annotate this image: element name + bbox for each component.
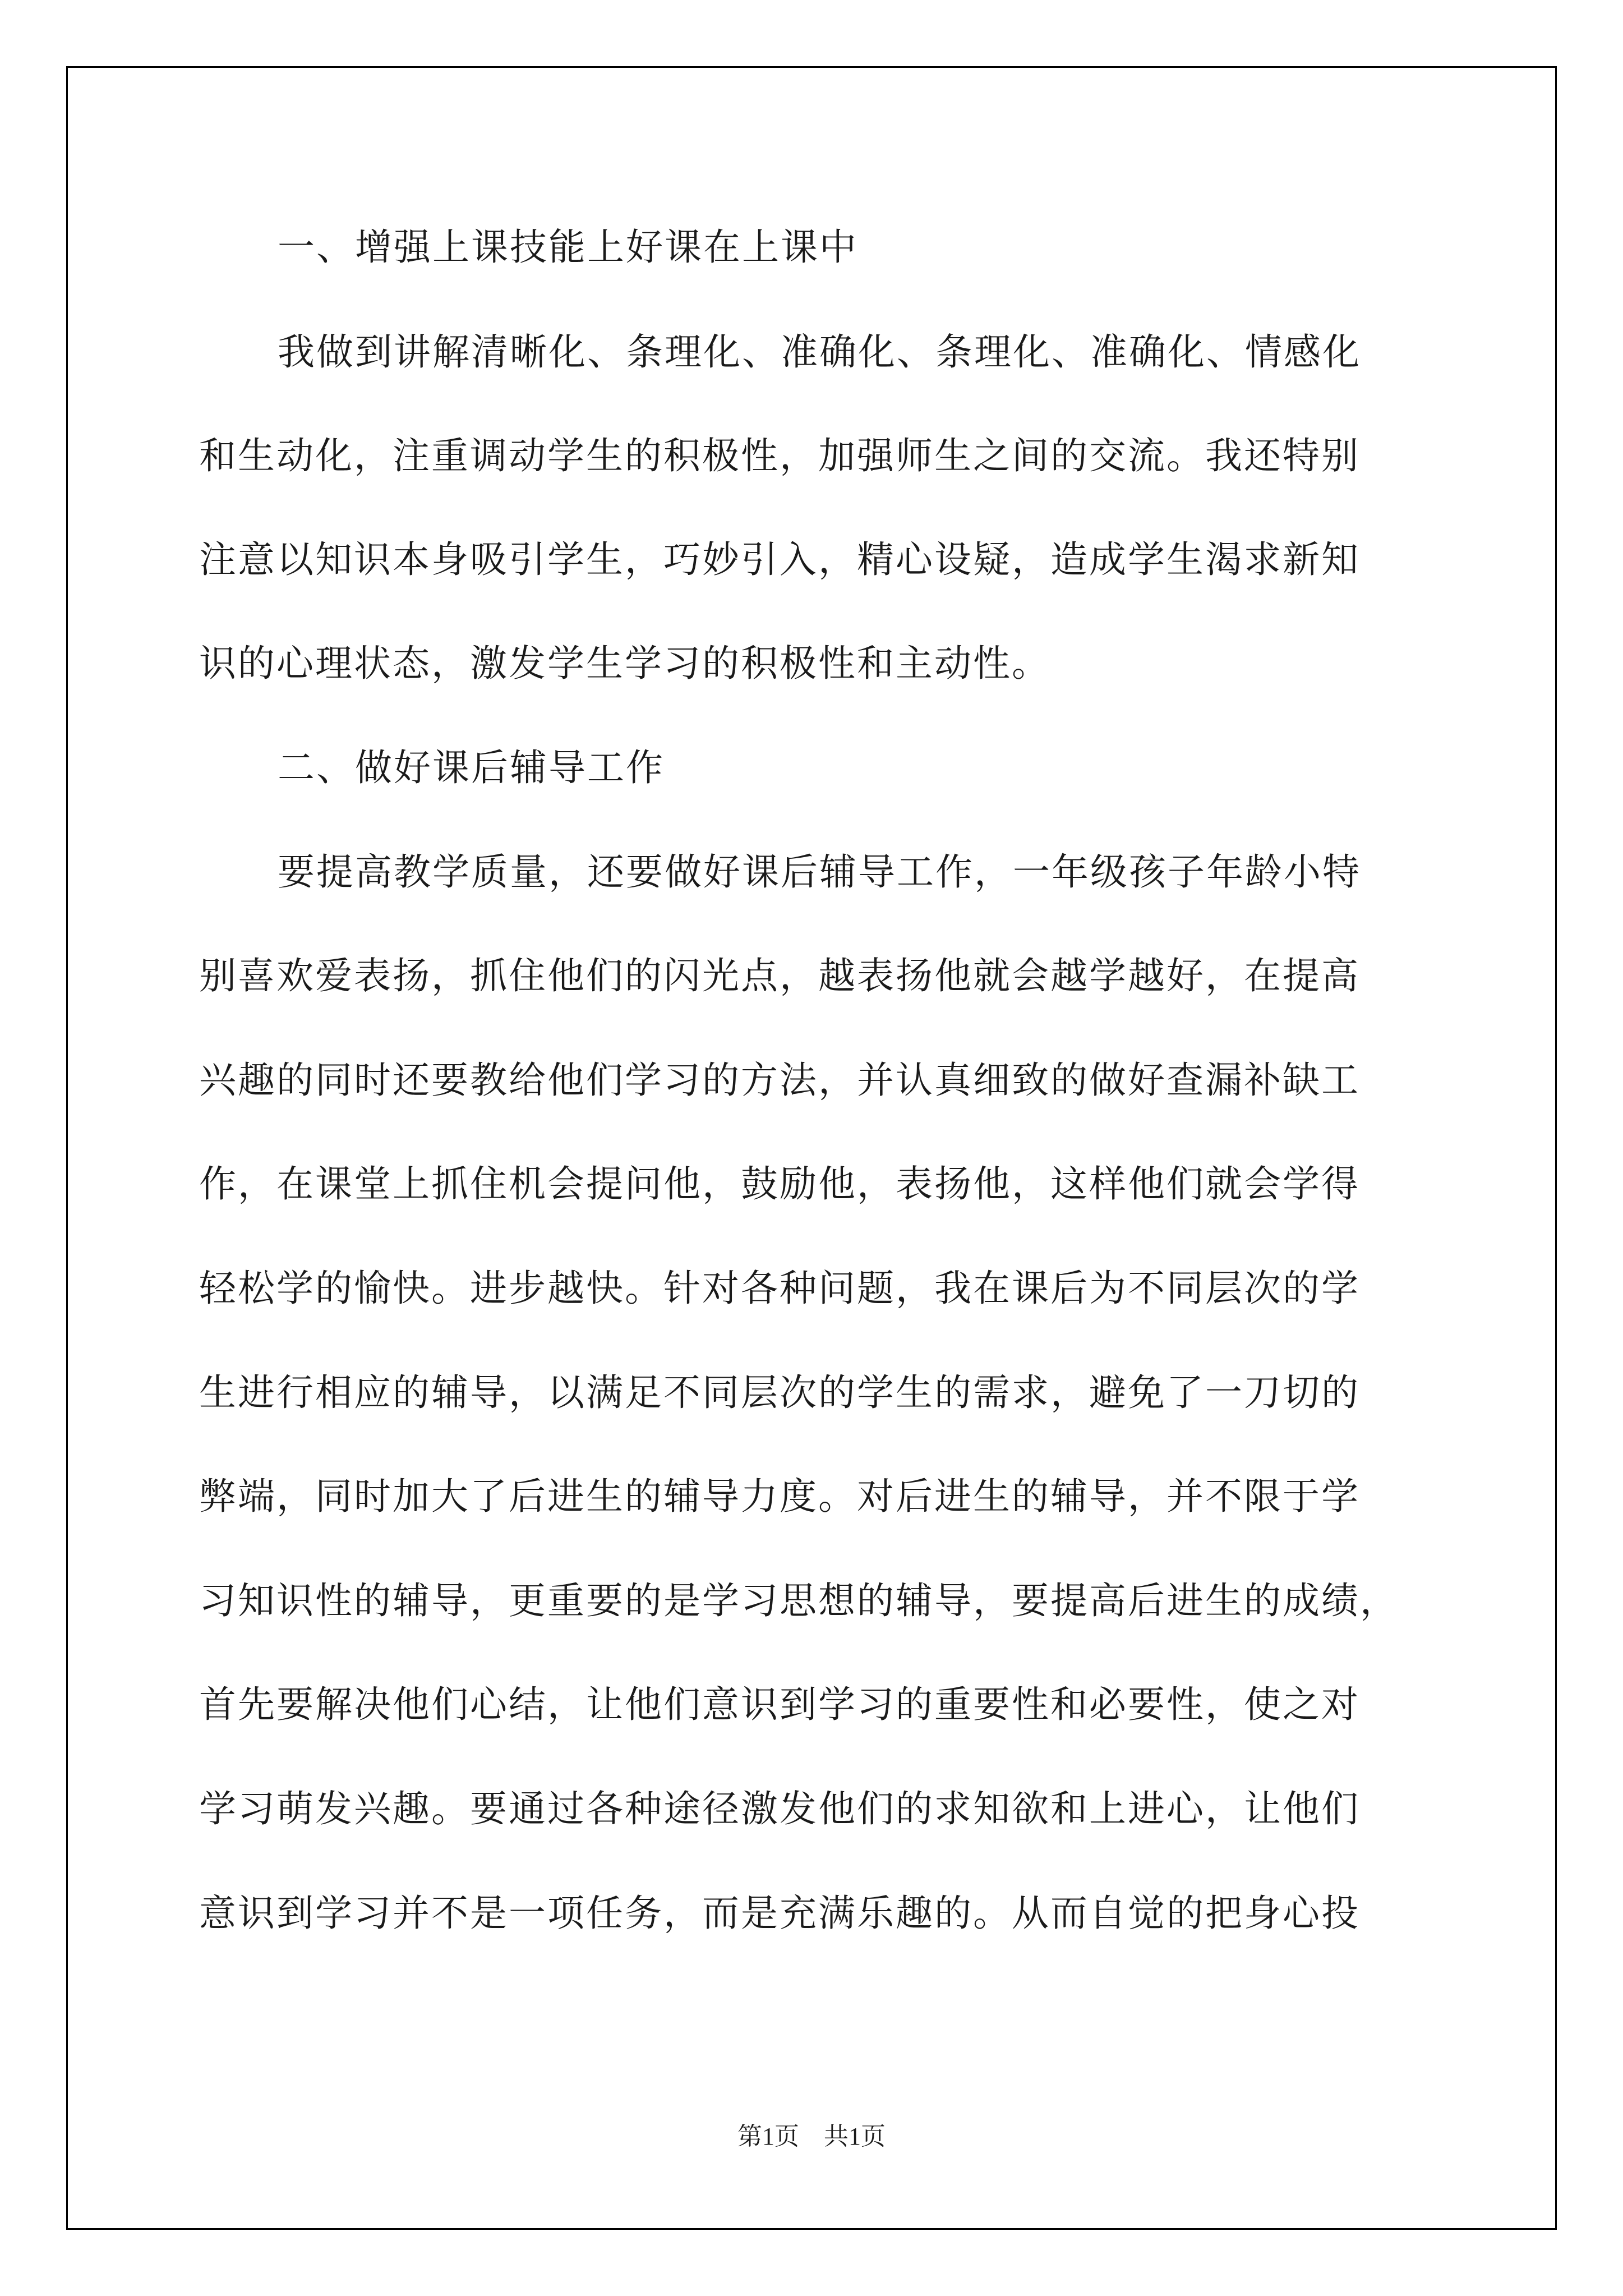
section-heading-1: 一、增强上课技能上好课在上课中 [278,226,858,269]
page-footer [0,2124,1623,2149]
paragraph-line: 轻松学的愉快。进步越快。针对各种问题，我在课后为不同层次的学 [199,1267,1360,1310]
section-heading-2: 二、做好课后辅导工作 [278,746,665,789]
paragraph-line: 习知识性的辅导，更重要的是学习思想的辅导，要提高后进生的成绩， [199,1579,1399,1622]
paragraph-line: 和生动化，注重调动学生的积极性，加强师生之间的交流。我还特别 [199,434,1360,477]
paragraph-line: 弊端，同时加大了后进生的辅导力度。对后进生的辅导，并不限于学 [199,1475,1360,1518]
page-number: 第1页 [737,2123,799,2150]
paragraph-line: 我做到讲解清晰化、条理化、准确化、条理化、准确化、情感化 [278,330,1361,374]
paragraph-line: 作，在课堂上抓住机会提问他，鼓励他，表扬他，这样他们就会学得 [199,1162,1360,1205]
paragraph-line: 首先要解决他们心结，让他们意识到学习的重要性和必要性，使之对 [199,1683,1360,1726]
paragraph-line: 注意以知识本身吸引学生，巧妙引入，精心设疑，造成学生渴求新知 [199,538,1360,581]
paragraph-line: 意识到学习并不是一项任务，而是充满乐趣的。从而自觉的把身心投 [199,1892,1360,1935]
paragraph-line: 要提高教学质量，还要做好课后辅导工作，一年级孩子年龄小特 [278,850,1361,894]
page-total: 共1页 [824,2123,886,2150]
paragraph-line: 学习萌发兴趣。要通过各种途径激发他们的求知欲和上进心，让他们 [199,1787,1360,1830]
paragraph-line: 识的心理状态，激发学生学习的积极性和主动性。 [199,642,1050,685]
paragraph-line: 别喜欢爱表扬，抓住他们的闪光点，越表扬他就会越学越好，在提高 [199,954,1360,997]
paragraph-line: 兴趣的同时还要教给他们学习的方法，并认真细致的做好查漏补缺工 [199,1059,1360,1102]
paragraph-line: 生进行相应的辅导，以满足不同层次的学生的需求，避免了一刀切的 [199,1371,1360,1414]
